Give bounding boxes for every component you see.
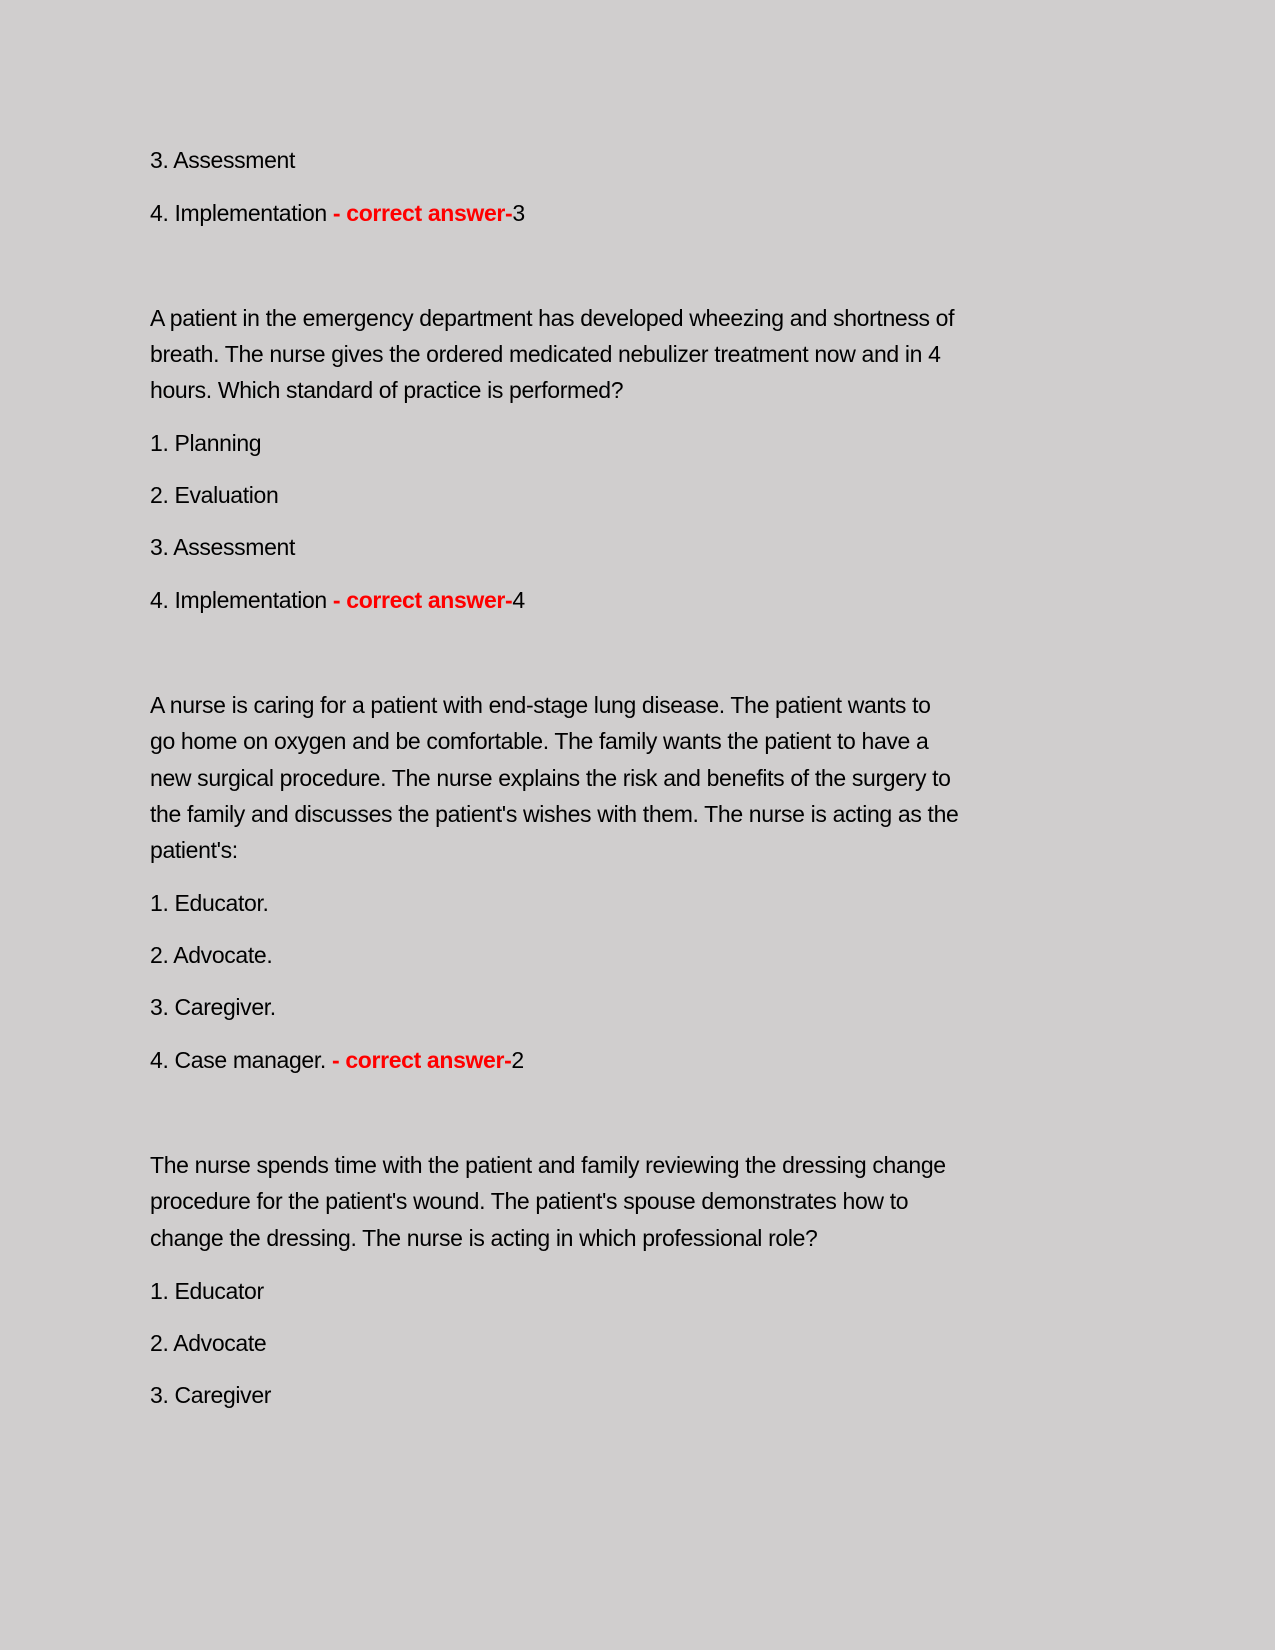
option: 3. Assessment <box>150 147 296 173</box>
answer-value: 3 <box>512 200 525 226</box>
question-line: new surgical procedure. The nurse explains the risk and benefits of the surgery to <box>150 765 951 791</box>
question-line: breath. The nurse gives the ordered medicated nebulizer treatment now and in 4 <box>150 341 941 367</box>
question-line: hours. Which standard of practice is performed? <box>150 377 624 403</box>
question-line: go home on oxygen and be comfortable. The family wants the patient to have a <box>150 728 929 754</box>
option-text: 4. Implementation <box>150 587 327 613</box>
answer-marker: - correct answer- <box>332 200 513 226</box>
question-line: A patient in the emergency department has developed wheezing and shortness of <box>150 305 955 331</box>
option: 1. Educator <box>150 1278 264 1304</box>
option: 1. Educator. <box>150 890 269 916</box>
option: 3. Assessment <box>150 534 296 560</box>
option: 3. Caregiver <box>150 1382 272 1408</box>
question-line: change the dressing. The nurse is acting in which professional role? <box>150 1225 818 1251</box>
answer-marker: - correct answer- <box>332 1047 512 1073</box>
option-with-answer <box>150 199 525 227</box>
option: 2. Advocate. <box>150 942 273 968</box>
question-line: the family and discusses the patient's wishes with them. The nurse is acting as the <box>150 801 959 827</box>
question-line: procedure for the patient's wound. The patient's spouse demonstrates how to <box>150 1188 909 1214</box>
option-with-answer <box>150 1046 524 1074</box>
option-text: 4. Case manager. <box>150 1047 326 1073</box>
option: 2. Evaluation <box>150 482 279 508</box>
question-line: A nurse is caring for a patient with end-stage lung disease. The patient wants to <box>150 692 931 718</box>
question-line: The nurse spends time with the patient and family reviewing the dressing change <box>150 1152 946 1178</box>
question-line: patient's: <box>150 837 238 863</box>
option: 3. Caregiver. <box>150 994 276 1020</box>
option-text: 4. Implementation <box>150 200 327 226</box>
option-with-answer <box>150 586 525 614</box>
answer-marker: - correct answer- <box>332 587 513 613</box>
answer-value: 4 <box>512 587 525 613</box>
option: 2. Advocate <box>150 1330 267 1356</box>
answer-value: 2 <box>511 1047 524 1073</box>
option: 1. Planning <box>150 430 262 456</box>
